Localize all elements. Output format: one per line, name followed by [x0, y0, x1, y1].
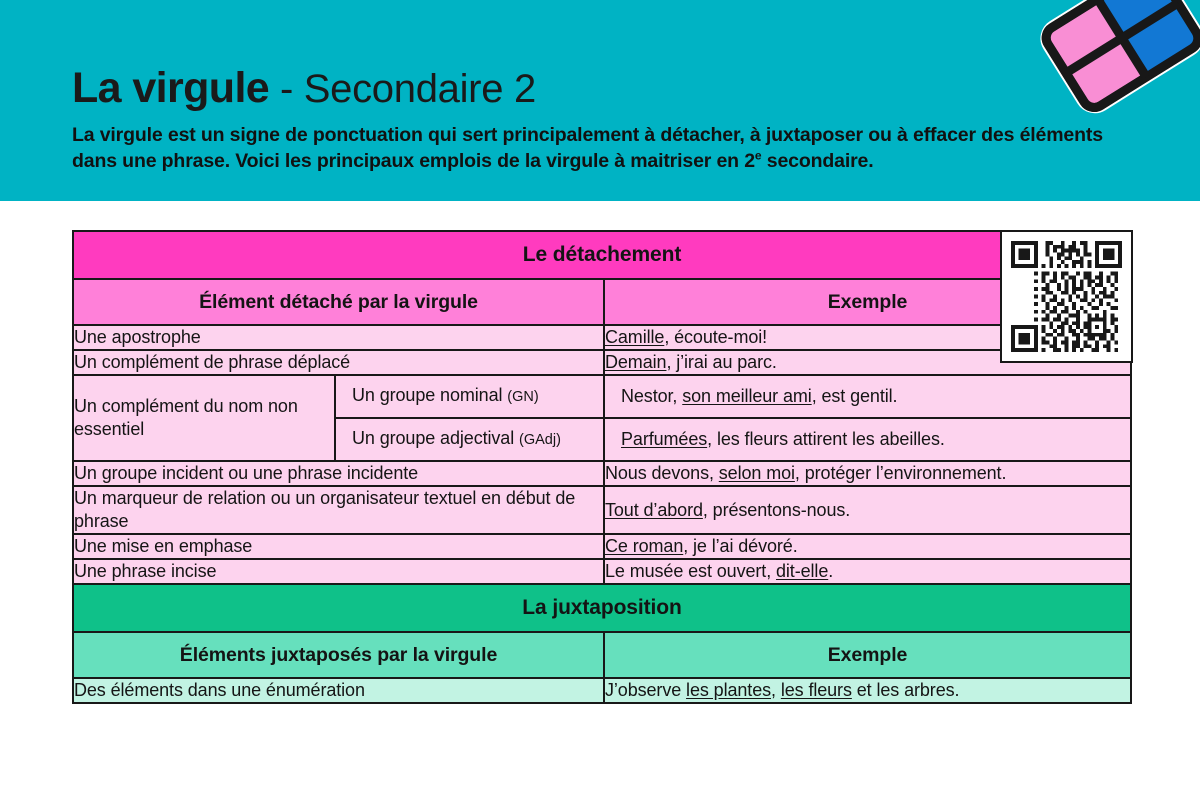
example-highlight: Camille — [605, 327, 665, 347]
row-example — [604, 678, 1131, 703]
table-row — [73, 559, 1131, 584]
row-label-complement-du-nom: Un complément du nom non essentiel — [73, 375, 335, 461]
table-row — [73, 678, 1131, 703]
intro-text-part1: La virgule est un signe de ponctuation qui sert principalement à détacher, à juxtaposer ou à effacer des éléments dans une phrase. Voici les principaux emplois de la virgule à maitriser en — [72, 124, 1103, 172]
section-title-detachement: Le détachement — [73, 231, 1131, 279]
row-label: Une mise en emphase — [73, 534, 604, 559]
row-label: Un complément de phrase déplacé — [73, 350, 604, 375]
example-post: et les arbres. — [851, 680, 960, 700]
colhead-elements-juxtaposes: Éléments juxtaposés par la virgule — [73, 632, 604, 678]
example-highlight: Ce roman — [605, 536, 684, 556]
example-highlight: Parfumées — [621, 429, 708, 449]
table-row — [73, 461, 1131, 486]
row-sublabel-gn — [335, 375, 604, 418]
row-example — [604, 559, 1131, 584]
table-row — [73, 375, 1131, 418]
example-post: , les fleurs attirent les abeilles. — [707, 429, 945, 449]
example-post: , écoute-moi! — [664, 327, 768, 347]
example-highlight: Tout d’abord — [605, 499, 703, 520]
ordinal-suffix: e — [754, 148, 762, 163]
page-title — [72, 64, 536, 113]
sublabel-text: Un groupe adjectival — [352, 428, 520, 448]
example-mid: , — [771, 680, 781, 700]
table-row — [73, 486, 1131, 534]
example-pre: Nous devons, — [605, 463, 719, 483]
column-header-row — [73, 632, 1131, 678]
row-example — [604, 486, 1131, 534]
row-example — [604, 418, 1131, 461]
table-row — [73, 350, 1131, 375]
example-highlight: Demain — [605, 352, 667, 372]
column-header-row — [73, 279, 1131, 325]
title-subtitle: Secondaire 2 — [303, 67, 536, 111]
example-highlight: son meilleur ami — [682, 386, 812, 406]
header-banner — [0, 0, 1200, 201]
row-label: Des éléments dans une énumération — [73, 678, 604, 703]
row-example — [604, 534, 1131, 559]
example-highlight: les plantes — [686, 680, 772, 700]
example-pre: J’observe — [605, 680, 687, 700]
grid — [72, 230, 1132, 704]
example-post: , protéger l’environnement. — [794, 463, 1007, 483]
row-label: Une phrase incise — [73, 559, 604, 584]
example-highlight-2: les fleurs — [780, 680, 852, 700]
example-post: . — [828, 561, 834, 581]
comma-reference-table — [72, 230, 1130, 704]
section-title-juxtaposition: La juxtaposition — [73, 584, 1131, 632]
colhead-exemple-juxtaposition: Exemple — [604, 632, 1131, 678]
sublabel-abbr: (GN) — [507, 389, 539, 405]
row-sublabel-gadj — [335, 418, 604, 461]
colhead-exemple-detachement: Exemple — [604, 279, 1131, 325]
example-highlight: dit-elle — [776, 561, 829, 581]
ordinal-number: 2 — [744, 150, 755, 172]
intro-text-part2: secondaire. — [761, 150, 874, 172]
row-label: Un marqueur de relation ou un organisateur textuel en début de phrase — [73, 486, 604, 534]
eraser-logo — [1026, 0, 1200, 118]
table-row — [73, 325, 1131, 350]
row-label: Un groupe incident ou une phrase incidente — [73, 461, 604, 486]
example-pre: Nestor, — [621, 386, 683, 406]
example-post: , est gentil. — [811, 386, 898, 406]
example-post: , présentons-nous. — [702, 499, 851, 520]
example-post: , je l’ai dévoré. — [683, 536, 798, 556]
sublabel-text: Un groupe nominal — [352, 385, 508, 405]
row-example — [604, 375, 1131, 418]
qr-code[interactable] — [1000, 230, 1133, 363]
intro-paragraph — [72, 122, 1107, 174]
section-band-row — [73, 231, 1131, 279]
title-main: La virgule — [72, 64, 270, 112]
table-row — [73, 534, 1131, 559]
row-example — [604, 461, 1131, 486]
section-band-row — [73, 584, 1131, 632]
sublabel-abbr: (GAdj) — [519, 432, 561, 448]
example-post: , j’irai au parc. — [666, 352, 777, 372]
example-pre: Le musée est ouvert, — [605, 561, 776, 581]
row-label: Une apostrophe — [73, 325, 604, 350]
example-highlight: selon moi — [718, 463, 795, 483]
title-dash: - — [269, 67, 304, 111]
colhead-element-detache: Élément détaché par la virgule — [73, 279, 604, 325]
